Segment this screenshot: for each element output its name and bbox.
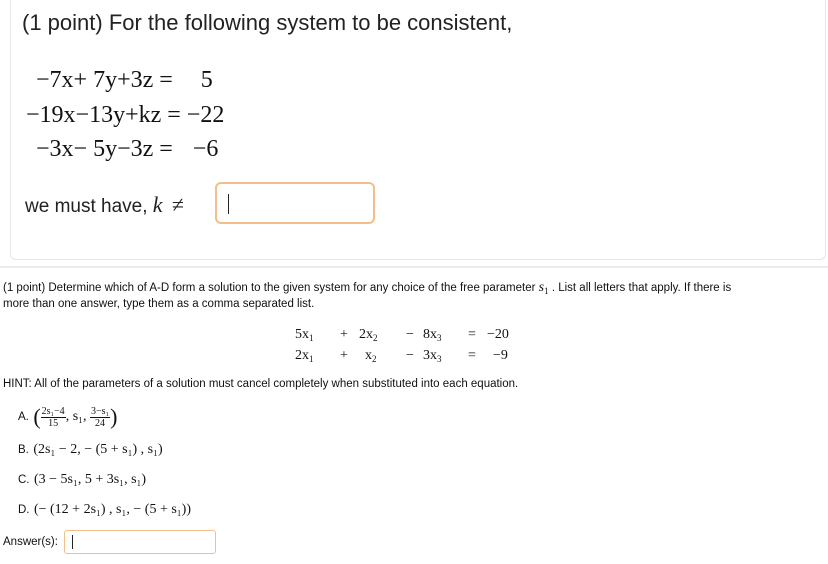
equation-1-rhs: 5 [200, 67, 213, 93]
option-b-label: B. [18, 444, 29, 456]
option-a-fraction-2: $\frac{\text{3−s₁}}{24}$ [91, 405, 110, 429]
question2-intro-end: . List all letters that apply. If there is [551, 282, 732, 294]
param-s-sub: 1 [544, 286, 549, 296]
equation-1 [36, 67, 213, 94]
hint-text: HINT: All of the parameters of a solution must cancel completely when substituted into each equation. [3, 378, 519, 390]
text-cursor-2 [72, 535, 73, 549]
equation-2-lhs: −19x−13y+kz = [26, 102, 181, 128]
k-variable: k [152, 192, 163, 217]
question2-intro-text: (1 point) Determine which of A-D form a solution to the given system for any choice of the free parameter [3, 282, 536, 294]
k-answer-input[interactable] [215, 182, 375, 224]
option-c [18, 470, 146, 488]
option-c-label: C. [18, 474, 30, 486]
equation-2 [26, 102, 224, 129]
section-divider [0, 266, 828, 268]
option-a: A. ( $\frac{\text{2s₁−4}}{15}$ , s₁, $\frac{\text{3−s₁}}{24}$ ) [18, 404, 118, 429]
equation-2-rhs: −22 [186, 102, 225, 128]
question2-intro-line2: more than one answer, type them as a comma separated list. [3, 298, 315, 310]
equation-3-rhs: −6 [192, 136, 219, 162]
option-b-expression: (2s₁ − 2, − (5 + s₁) , s₁) [33, 442, 163, 457]
answers-input[interactable] [64, 530, 216, 554]
not-equal-symbol: ≠ [171, 192, 184, 217]
question1-panel [10, 0, 826, 260]
option-a-label: A. [18, 411, 29, 424]
param-s: s [538, 280, 545, 295]
option-c-expression: (3 − 5s₁, 5 + 3s₁, s₁) [33, 472, 147, 487]
question1-title: (1 point) For the following system to be consistent, [22, 10, 513, 35]
answers-label: Answer(s): [3, 536, 58, 548]
option-d-label: D. [18, 504, 30, 516]
option-b [18, 440, 163, 458]
equation-3 [36, 136, 218, 163]
system-row-1: $5x_1 + 2x_2 - 8x_3 = -20$ [295, 327, 509, 343]
must-have-label: we must have, [25, 196, 148, 217]
text-cursor [228, 194, 229, 214]
equation-1-lhs: −7x+ 7y+3z = [36, 67, 173, 93]
option-d-expression: (− (12 + 2s₁) , s₁, − (5 + s₁)) [33, 502, 191, 517]
system-row-2: $2x_1 + x_2 - 3x_3 = -9$ [295, 348, 508, 364]
question2-intro-line1 [3, 280, 731, 296]
must-have-statement [25, 192, 184, 218]
equation-3-lhs: −3x− 5y−3z = [36, 136, 173, 162]
option-d [18, 500, 191, 518]
option-a-fraction-1: $\frac{\text{2s₁−4}}{15}$ [41, 405, 65, 429]
